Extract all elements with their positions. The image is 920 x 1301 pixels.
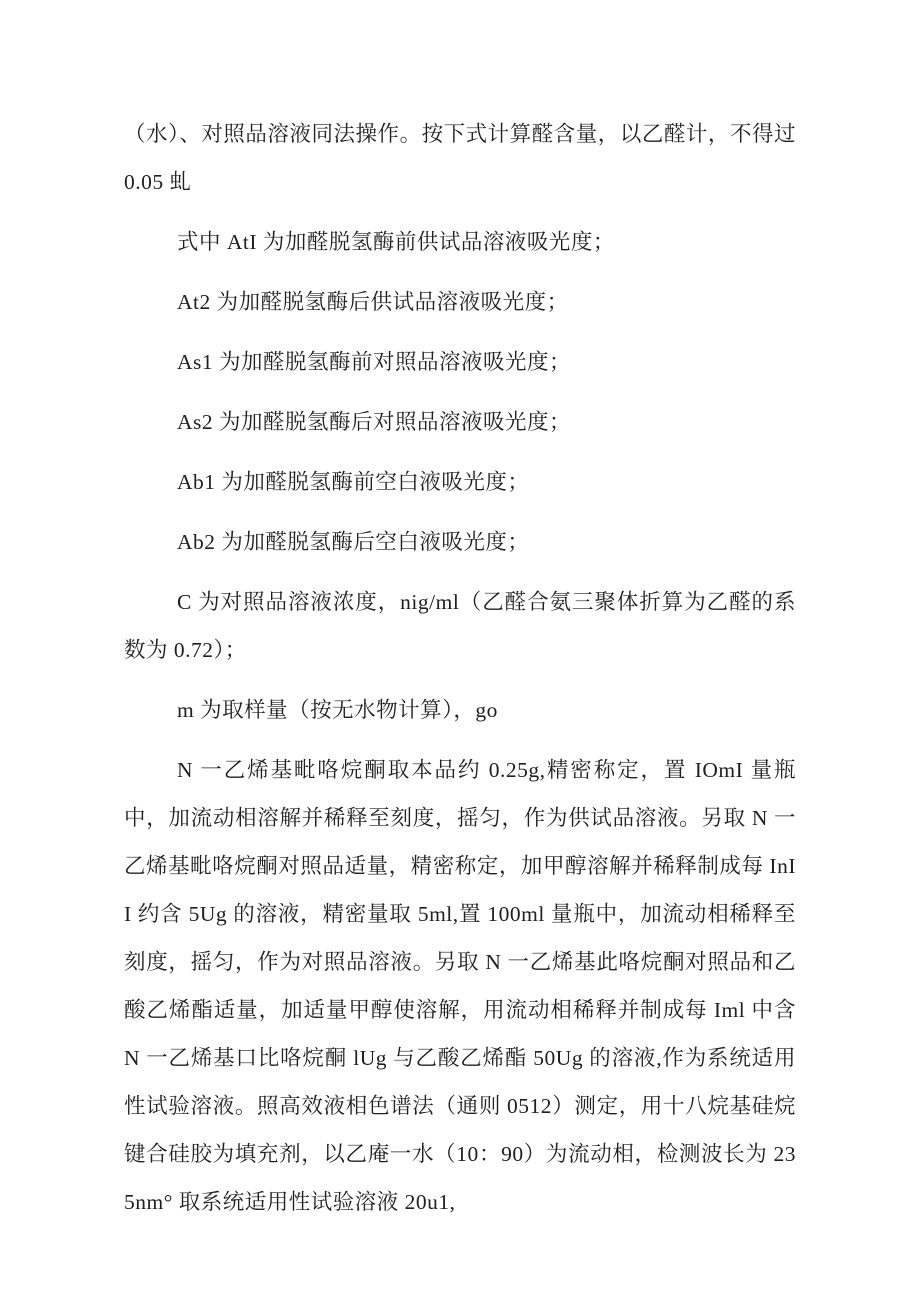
paragraph-formula-term-ab1: Ab1 为加醛脱氢酶前空白液吸光度； <box>177 470 530 494</box>
paragraph-formula-term-ab2: Ab2 为加醛脱氢酶后空白液吸光度； <box>177 530 530 554</box>
paragraph-formula-term-c: C 为对照品溶液浓度，nig/ml（乙醛合氨三聚体折算为乙醛的系数为 0.72）； <box>124 590 796 662</box>
paragraph-formula-term-as2: As2 为加醛脱氢酶后对照品溶液吸光度； <box>177 410 572 434</box>
paragraph-formula-term-m: m 为取样量（按无水物计算），go <box>177 698 498 722</box>
paragraph-formula-term-at2: At2 为加醛脱氢酶后供试品溶液吸光度； <box>177 290 569 314</box>
paragraph-formula-term-as1: As1 为加醛脱氢酶前对照品溶液吸光度； <box>177 350 572 374</box>
document-body <box>124 110 796 1226</box>
paragraph-formula-term-at1: 式中 AtI 为加醛脱氢酶前供试品溶液吸光度； <box>177 230 615 254</box>
paragraph-aldehyde-limit: （水）、对照品溶液同法操作。按下式计算醛含量，以乙醛计，不得过 0.05 虬 <box>124 122 796 194</box>
paragraph-nvp-test-method: N 一乙烯基毗咯烷酮取本品约 0.25g,精密称定，置 IOmI 量瓶中，加流动相溶解并稀释至刻度，摇匀，作为供试品溶液。另取 N 一乙烯基毗咯烷酮对照品适量，精密称定，加甲醇溶解并稀释制成每 InII 约含 5Ug 的溶液，精密量取 5ml,置 100ml 量瓶中，加流动相稀释至刻度，摇匀，作为对照品溶液。另取 N 一乙烯基此咯烷酮对照品和乙酸乙烯酯适量，加适量甲醇使溶解，用流动相稀释并制成每 Iml 中含 N 一乙烯基口比咯烷酮 lUg 与乙酸乙烯酯 50Ug 的溶液,作为系统适用性试验溶液。照高效液相色谱法（通则 0512）测定，用十八烷基硅烷键合硅胶为填充剂，以乙庵一水（10：90）为流动相，检测波长为 235nm° 取系统适用性试验溶液 20u1, <box>124 758 796 1214</box>
